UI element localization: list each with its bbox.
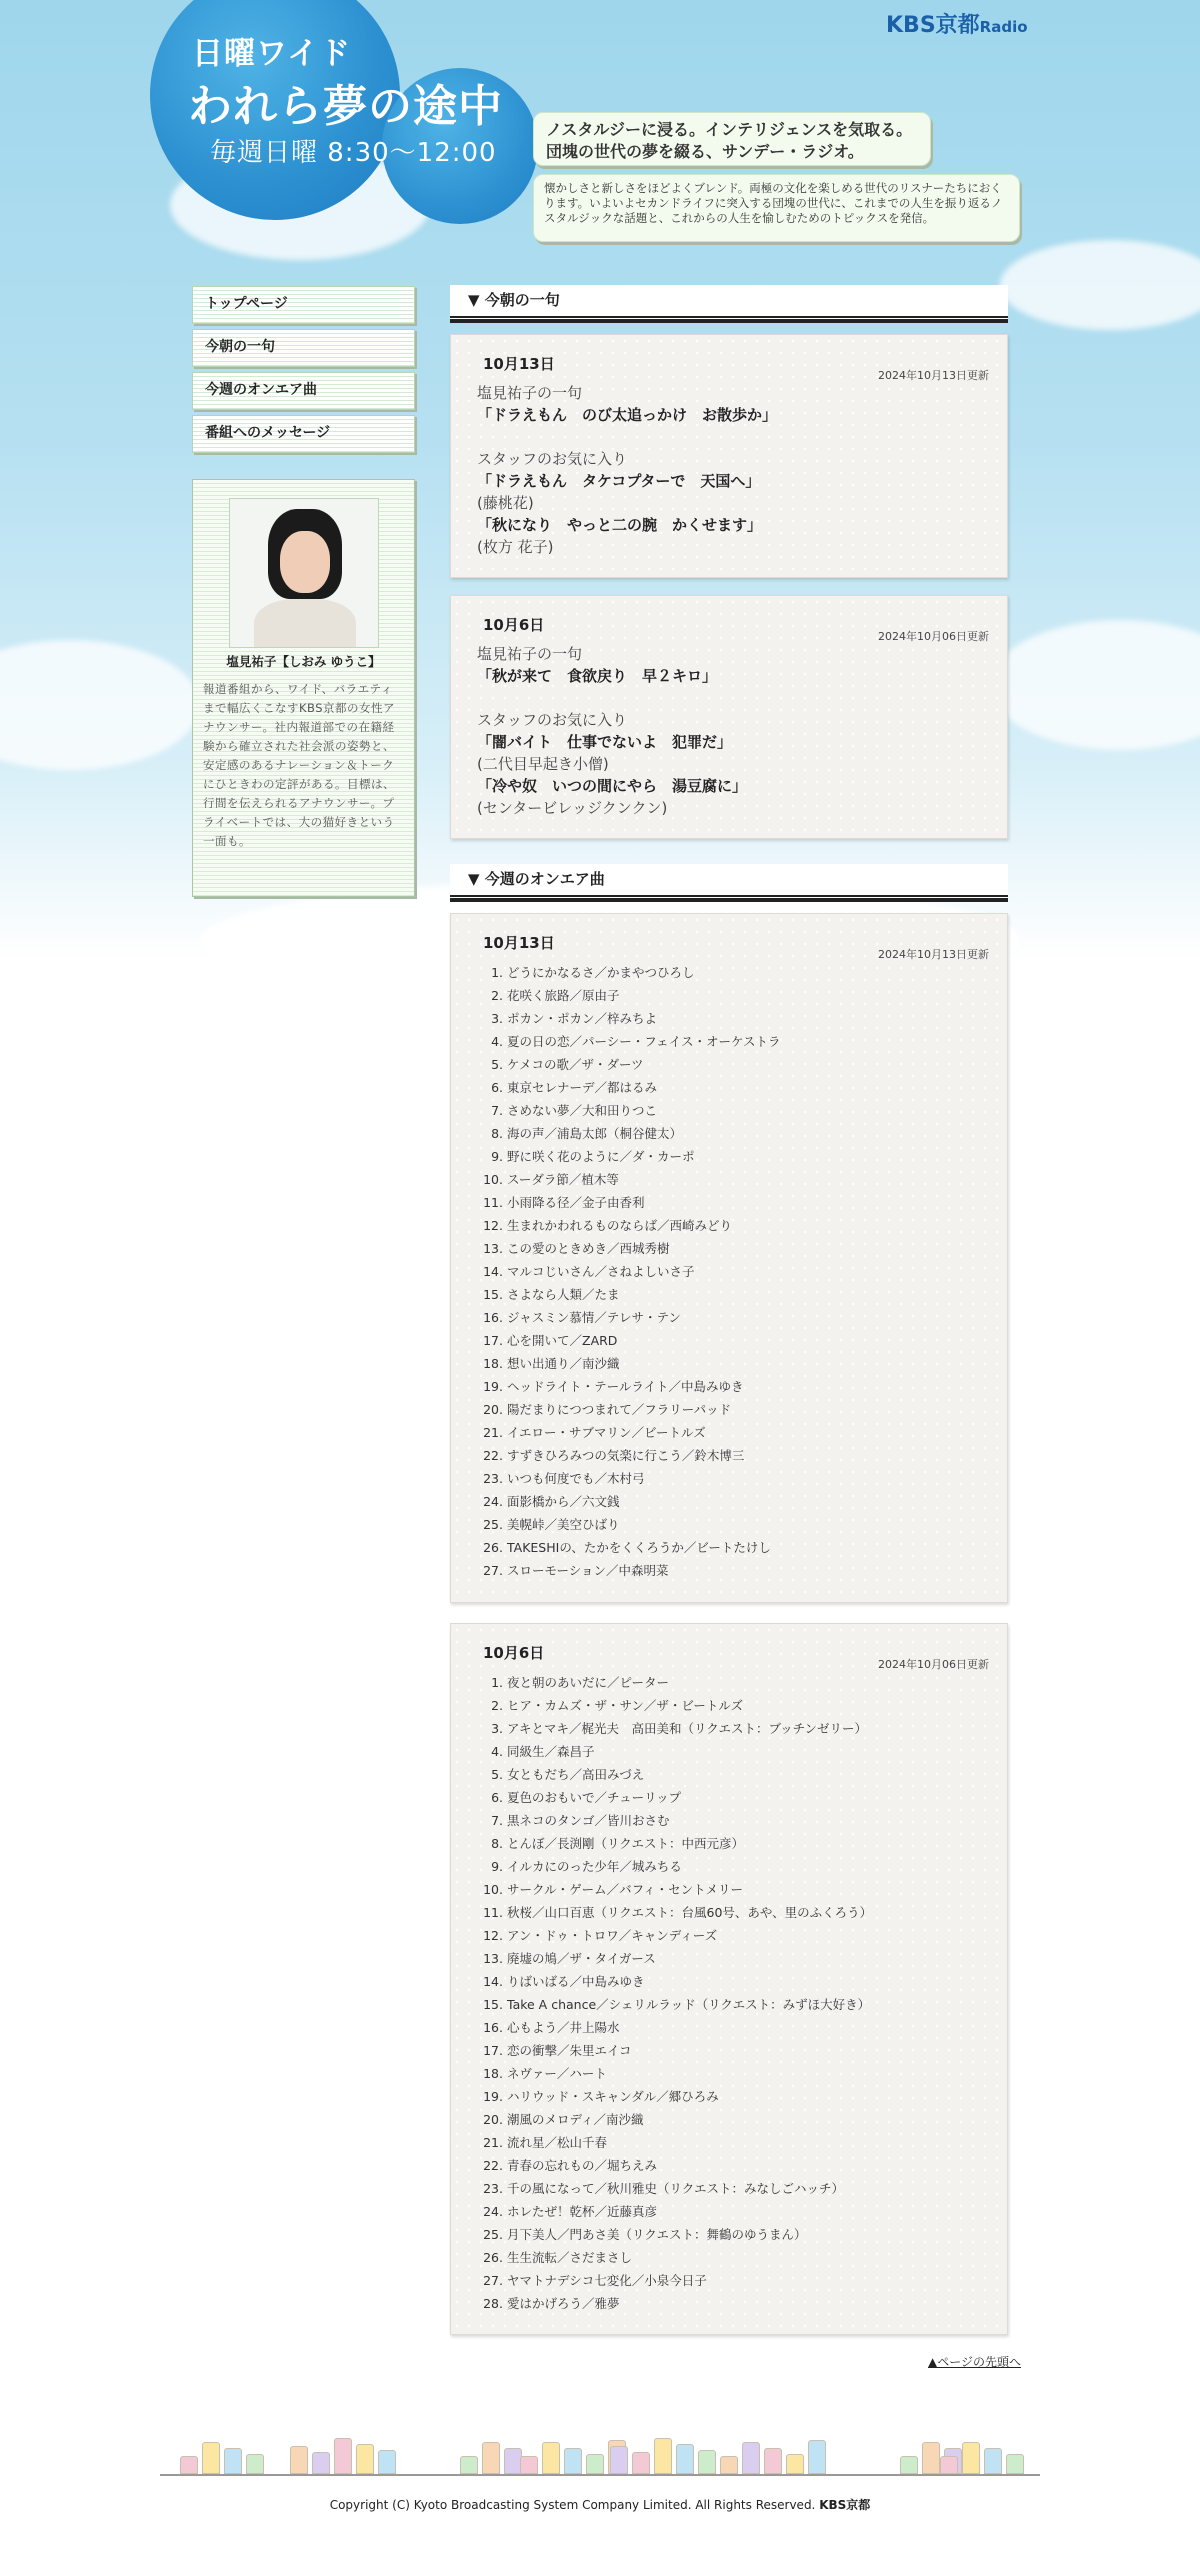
house-decoration xyxy=(542,2442,560,2474)
song-title: 潮風のメロディ／南沙織 xyxy=(507,2112,644,2127)
song-title: 夏の日の恋／パーシー・フェイス・オーケストラ xyxy=(507,1034,781,1049)
song-title: ネヴァー／ハート xyxy=(507,2066,607,2081)
song-title: イエロー・サブマリン／ビートルズ xyxy=(507,1425,706,1440)
song-item xyxy=(477,1329,977,1352)
song-list-date: 10月6日 xyxy=(483,1644,545,1662)
song-number: 18. xyxy=(483,1356,503,1371)
staff-haiku: 「冷や奴 いつの間にやら 湯豆腐に」 xyxy=(477,777,748,795)
host-profile xyxy=(192,479,415,897)
song-item xyxy=(477,1168,977,1191)
song-item xyxy=(477,1007,977,1030)
song-number: 18. xyxy=(483,2066,503,2081)
song-title: ハリウッド・スキャンダル／郷ひろみ xyxy=(507,2089,719,2104)
song-list-date: 10月13日 xyxy=(483,934,555,952)
footer-brand: KBS京都 xyxy=(819,2498,871,2512)
song-item xyxy=(477,2085,977,2108)
song-number: 23. xyxy=(483,2181,503,2196)
song-title: 夏色のおもいで／チューリップ xyxy=(507,1790,682,1805)
song-title: 千の風になって／秋川雅史（リクエスト：みなしごハッチ） xyxy=(507,2181,845,2196)
song-title: 生まれかわれるものならば／西崎みどり xyxy=(507,1218,733,1233)
song-title: 青春の忘れもの／堀ちえみ xyxy=(507,2158,658,2173)
song-item xyxy=(477,1832,977,1855)
song-number: 7. xyxy=(491,1813,503,1828)
song-item xyxy=(477,1763,977,1786)
song-item xyxy=(477,1076,977,1099)
song-title: TAKESHIの、たかをくくろうか／ビートたけし xyxy=(507,1540,771,1555)
song-item xyxy=(477,1740,977,1763)
kbs-kyoto-logo[interactable]: KBS京都Radio xyxy=(886,13,1028,38)
song-item xyxy=(477,1145,977,1168)
updated-date: 2024年10月13日更新 xyxy=(878,369,989,382)
song-item xyxy=(477,2108,977,2131)
song-title: 秋桜／山口百恵（リクエスト：台風60号、あや、里のふくろう） xyxy=(507,1905,873,1920)
song-item xyxy=(477,1237,977,1260)
house-decoration xyxy=(610,2446,628,2474)
song-number: 1. xyxy=(491,965,503,980)
song-item xyxy=(477,2246,977,2269)
staff-haiku-author: (枚方 花子) xyxy=(477,538,554,556)
song-title: Take A chance／シェリルラッド（リクエスト：みずほ大好き） xyxy=(507,1997,871,2012)
staff-haiku-author: (二代目早起き小僧) xyxy=(477,755,609,773)
song-item xyxy=(477,1536,977,1559)
song-title: ヤマトナデシコ七変化／小泉今日子 xyxy=(507,2273,707,2288)
house-decoration xyxy=(520,2456,538,2474)
song-item xyxy=(477,2269,977,2292)
song-title: 美幌峠／美空ひばり xyxy=(507,1517,620,1532)
song-item xyxy=(477,1352,977,1375)
song-number: 3. xyxy=(491,1011,503,1026)
song-title: 想い出通り／南沙織 xyxy=(507,1356,620,1371)
staff-haiku-author: (センタービレッジクンクン) xyxy=(477,799,668,817)
song-number: 5. xyxy=(491,1057,503,1072)
song-item xyxy=(477,2177,977,2200)
song-title: 流れ星／松山千春 xyxy=(507,2135,608,2150)
song-item xyxy=(477,2154,977,2177)
song-item xyxy=(477,1214,977,1237)
catch-copy xyxy=(533,112,931,166)
song-title: 同級生／森昌子 xyxy=(507,1744,595,1759)
staff-haiku-author: (藤桃花) xyxy=(477,494,534,512)
house-decoration xyxy=(654,2438,672,2474)
song-title: アン・ドゥ・トロワ／キャンディーズ xyxy=(507,1928,718,1943)
haiku-date: 10月13日 xyxy=(483,355,555,373)
song-title: サークル・ゲーム／バフィ・セントメリー xyxy=(507,1882,744,1897)
song-item xyxy=(477,984,977,1007)
song-item xyxy=(477,1444,977,1467)
house-decoration xyxy=(940,2456,958,2474)
updated-date: 2024年10月06日更新 xyxy=(878,1658,989,1671)
song-title: 夜と朝のあいだに／ピーター xyxy=(507,1675,670,1690)
copyright xyxy=(0,2496,1200,2513)
host-haiku-label: 塩見祐子の一句 xyxy=(477,384,583,402)
host-photo xyxy=(229,498,379,648)
song-item xyxy=(477,1924,977,1947)
song-title: アキとマキ／梶光夫 高田美和（リクエスト：ブッチンゼリー） xyxy=(507,1721,868,1736)
song-item xyxy=(477,1559,977,1582)
staff-pick-label: スタッフのお気に入り xyxy=(477,711,628,729)
song-title: ヒア・カムズ・ザ・サン／ザ・ビートルズ xyxy=(507,1698,744,1713)
song-number: 13. xyxy=(483,1241,503,1256)
song-title: スローモーション／中森明菜 xyxy=(507,1563,669,1578)
song-title: 海の声／浦島太郎（桐谷健太） xyxy=(507,1126,683,1141)
song-title: 黒ネコのタンゴ／皆川おさむ xyxy=(507,1813,670,1828)
song-number: 23. xyxy=(483,1471,503,1486)
song-item xyxy=(477,1809,977,1832)
song-item xyxy=(477,1467,977,1490)
nav-top-page[interactable]: トップページ xyxy=(192,286,415,324)
song-title: マルコじいさん／さねよしいさ子 xyxy=(507,1264,695,1279)
song-number: 15. xyxy=(483,1997,503,2012)
song-item xyxy=(477,1099,977,1122)
host-name: 塩見祐子【しおみ ゆうこ】 xyxy=(226,654,381,669)
song-title: スーダラ節／植木等 xyxy=(507,1172,619,1187)
host-bio: 報道番組から、ワイド、バラエティまで幅広くこなすKBS京都の女性アナウンサー。社内報道部での在籍経験から確立された社会派の姿勢と、安定感のあるナレーション＆トークにひときわの定評がある。目標は、行間を伝えられるアナウンサー。プライベートでは、大の猫好きという一面も。 xyxy=(203,682,396,848)
catch-line-1: ノスタルジーに浸る。インテリジェンスを気取る。 xyxy=(546,120,913,139)
song-number: 2. xyxy=(491,1698,503,1713)
song-item xyxy=(477,1671,977,1694)
song-number: 12. xyxy=(483,1218,503,1233)
song-title: どうにかなるさ／かまやつひろし xyxy=(507,965,695,980)
house-decoration xyxy=(290,2446,308,2474)
song-number: 27. xyxy=(483,2273,503,2288)
song-number: 5. xyxy=(491,1767,503,1782)
house-decoration xyxy=(962,2442,980,2474)
song-title: 恋の衝撃／朱里エイコ xyxy=(507,2043,632,2058)
song-title: さめない夢／大和田りつこ xyxy=(507,1103,658,1118)
sidebar xyxy=(192,286,415,897)
house-decoration xyxy=(312,2452,330,2474)
song-number: 19. xyxy=(483,2089,503,2104)
song-item xyxy=(477,1375,977,1398)
house-decoration xyxy=(698,2450,716,2474)
house-decoration xyxy=(984,2448,1002,2474)
song-number: 26. xyxy=(483,1540,503,1555)
house-decoration xyxy=(1006,2454,1024,2474)
staff-haiku: 「秋になり やっと二の腕 かくせます」 xyxy=(477,516,763,534)
song-title: ホレたぜ！乾杯／近藤真彦 xyxy=(507,2204,658,2219)
song-number: 25. xyxy=(483,2227,503,2242)
song-list-card xyxy=(450,1623,1008,2335)
song-item xyxy=(477,1901,977,1924)
nav-todays-haiku[interactable]: 今朝の一句 xyxy=(192,329,415,367)
song-number: 15. xyxy=(483,1287,503,1302)
song-number: 8. xyxy=(491,1836,503,1851)
house-decoration xyxy=(246,2454,264,2474)
site-header xyxy=(0,0,1200,270)
song-item xyxy=(477,1970,977,1993)
song-title: 東京セレナーデ／都はるみ xyxy=(507,1080,658,1095)
song-number: 8. xyxy=(491,1126,503,1141)
song-number: 1. xyxy=(491,1675,503,1690)
song-item xyxy=(477,1786,977,1809)
song-title: この愛のときめき／西城秀樹 xyxy=(507,1241,670,1256)
song-number: 4. xyxy=(491,1034,503,1049)
song-number: 3. xyxy=(491,1721,503,1736)
house-decoration xyxy=(334,2438,352,2474)
song-number: 4. xyxy=(491,1744,503,1759)
song-number: 22. xyxy=(483,2158,503,2173)
song-title: 野に咲く花のように／ダ・カーポ xyxy=(507,1149,695,1164)
program-title: われら夢の途中 xyxy=(188,81,503,132)
song-number: 28. xyxy=(483,2296,503,2311)
house-decoration xyxy=(632,2452,650,2474)
song-item xyxy=(477,1490,977,1513)
song-item xyxy=(477,2223,977,2246)
song-number: 14. xyxy=(483,1974,503,1989)
song-title: ジャスミン慕情／テレサ・テン xyxy=(507,1310,681,1325)
song-item xyxy=(477,1694,977,1717)
song-number: 14. xyxy=(483,1264,503,1279)
updated-date: 2024年10月06日更新 xyxy=(878,630,989,643)
house-decoration xyxy=(224,2448,242,2474)
song-item xyxy=(477,1878,977,1901)
song-item xyxy=(477,1030,977,1053)
song-item xyxy=(477,2039,977,2062)
house-decoration xyxy=(786,2454,804,2474)
song-item xyxy=(477,1947,977,1970)
song-number: 27. xyxy=(483,1563,503,1578)
song-number: 6. xyxy=(491,1790,503,1805)
staff-pick-label: スタッフのお気に入り xyxy=(477,450,628,468)
house-decoration xyxy=(180,2456,198,2474)
song-title: イルカにのった少年／城みちる xyxy=(507,1859,682,1874)
host-haiku: 「秋が来て 食欲戻り 早２キロ」 xyxy=(477,667,718,685)
song-number: 19. xyxy=(483,1379,503,1394)
song-title: 愛はかげろう／雅夢 xyxy=(507,2296,620,2311)
song-number: 11. xyxy=(483,1195,503,1210)
song-title: さよなら人類／たま xyxy=(507,1287,620,1302)
song-number: 7. xyxy=(491,1103,503,1118)
song-title: 面影橋から／六文銭 xyxy=(507,1494,620,1509)
house-decoration xyxy=(742,2442,760,2474)
song-item xyxy=(477,1398,977,1421)
haiku-card xyxy=(450,595,1008,839)
song-number: 2. xyxy=(491,988,503,1003)
host-haiku: 「ドラえもん のび太追っかけ お散歩か」 xyxy=(477,406,778,424)
staff-haiku: 「ドラえもん タケコプターで 天国へ」 xyxy=(477,472,761,490)
house-decoration xyxy=(720,2456,738,2474)
song-number: 21. xyxy=(483,2135,503,2150)
song-item xyxy=(477,1513,977,1536)
song-title: 陽だまりにつつまれて／フラリーパッド xyxy=(507,1402,732,1417)
song-title: 心もよう／井上陽水 xyxy=(507,2020,620,2035)
song-item xyxy=(477,1306,977,1329)
song-number: 24. xyxy=(483,1494,503,1509)
updated-date: 2024年10月13日更新 xyxy=(878,948,989,961)
song-item xyxy=(477,1283,977,1306)
section-heading-songs: ▼ 今週のオンエア曲 xyxy=(450,864,1008,900)
song-number: 16. xyxy=(483,2020,503,2035)
song-item xyxy=(477,2131,977,2154)
song-item xyxy=(477,1993,977,2016)
song-item xyxy=(477,1191,977,1214)
nav-onair-songs[interactable]: 今週のオンエア曲 xyxy=(192,372,415,410)
song-title: ヘッドライト・テールライト／中島みゆき xyxy=(507,1379,744,1394)
song-title: ケメコの歌／ザ・ダーツ xyxy=(507,1057,644,1072)
house-decoration xyxy=(482,2442,500,2474)
host-haiku-label: 塩見祐子の一句 xyxy=(477,645,583,663)
song-item xyxy=(477,2062,977,2085)
song-number: 12. xyxy=(483,1928,503,1943)
song-item xyxy=(477,961,977,984)
song-title: 生生流転／さだまさし xyxy=(507,2250,633,2265)
song-list-card xyxy=(450,913,1008,1603)
song-item xyxy=(477,1717,977,1740)
song-title: いつも何度でも／木村弓 xyxy=(507,1471,645,1486)
town-illustration xyxy=(160,2420,1040,2476)
house-decoration xyxy=(564,2448,582,2474)
song-list xyxy=(477,1671,977,2315)
back-to-top-link[interactable]: ▲ページの先頭へ xyxy=(928,2355,1021,2369)
song-number: 13. xyxy=(483,1951,503,1966)
song-title: 月下美人／門あさ美（リクエスト：舞鶴のゆうまん） xyxy=(507,2227,807,2242)
song-title: 心を開いて／ZARD xyxy=(507,1333,618,1348)
song-title: 女ともだち／高田みづえ xyxy=(507,1767,645,1782)
house-decoration xyxy=(808,2440,826,2474)
song-number: 22. xyxy=(483,1448,503,1463)
haiku-card xyxy=(450,334,1008,578)
house-decoration xyxy=(900,2456,918,2474)
song-number: 9. xyxy=(491,1149,503,1164)
song-number: 10. xyxy=(483,1882,503,1897)
broadcast-time: 毎週日曜 8:30～12:00 xyxy=(210,138,497,168)
house-decoration xyxy=(460,2456,478,2474)
song-number: 17. xyxy=(483,2043,503,2058)
song-title: りばいばる／中島みゆき xyxy=(507,1974,645,1989)
song-list xyxy=(477,961,977,1582)
song-number: 11. xyxy=(483,1905,503,1920)
song-item xyxy=(477,2292,977,2315)
program-description: 懐かしさと新しさをほどよくブレンド。両極の文化を楽しめる世代のリスナーたちにおくります。いよいよセカンドライフに突入する団塊の世代に、これまでの人生を振り返るノスタルジックな話題と、これからの人生を愉しむためのトピックスを発信。 xyxy=(533,174,1020,242)
song-item xyxy=(477,2200,977,2223)
song-number: 10. xyxy=(483,1172,503,1187)
song-item xyxy=(477,2016,977,2039)
program-subtitle: 日曜ワイド xyxy=(192,36,352,72)
song-number: 6. xyxy=(491,1080,503,1095)
song-number: 20. xyxy=(483,2112,503,2127)
song-number: 21. xyxy=(483,1425,503,1440)
song-title: ポカン・ポカン／梓みちよ xyxy=(507,1011,658,1026)
copyright-text: Copyright (C) Kyoto Broadcasting System Company Limited. All Rights Reserved. xyxy=(329,2498,816,2512)
song-item xyxy=(477,1053,977,1076)
song-title: 小雨降る径／金子由香利 xyxy=(507,1195,645,1210)
song-item xyxy=(477,1855,977,1878)
house-decoration xyxy=(586,2454,604,2474)
house-decoration xyxy=(356,2444,374,2474)
house-decoration xyxy=(378,2450,396,2474)
song-title: すずきひろみつの気楽に行こう／鈴木博三 xyxy=(507,1448,745,1463)
house-decoration xyxy=(764,2448,782,2474)
nav-message[interactable]: 番組へのメッセージ xyxy=(192,415,415,453)
song-item xyxy=(477,1421,977,1444)
song-title: 花咲く旅路／原由子 xyxy=(507,988,620,1003)
song-number: 20. xyxy=(483,1402,503,1417)
song-number: 16. xyxy=(483,1310,503,1325)
song-number: 9. xyxy=(491,1859,503,1874)
song-item xyxy=(477,1122,977,1145)
staff-haiku: 「闇バイト 仕事でないよ 犯罪だ」 xyxy=(477,733,733,751)
section-heading-haiku: ▼ 今朝の一句 xyxy=(450,285,1008,321)
song-number: 26. xyxy=(483,2250,503,2265)
song-number: 17. xyxy=(483,1333,503,1348)
house-decoration xyxy=(676,2444,694,2474)
song-number: 25. xyxy=(483,1517,503,1532)
catch-line-2: 団塊の世代の夢を綴る、サンデー・ラジオ。 xyxy=(546,142,864,161)
song-title: とんぼ／長渕剛（リクエスト：中西元彦） xyxy=(507,1836,745,1851)
house-decoration xyxy=(922,2442,940,2474)
haiku-date: 10月6日 xyxy=(483,616,545,634)
house-decoration xyxy=(202,2442,220,2474)
song-number: 24. xyxy=(483,2204,503,2219)
song-item xyxy=(477,1260,977,1283)
song-title: 廃墟の鳩／ザ・タイガース xyxy=(507,1951,656,1966)
